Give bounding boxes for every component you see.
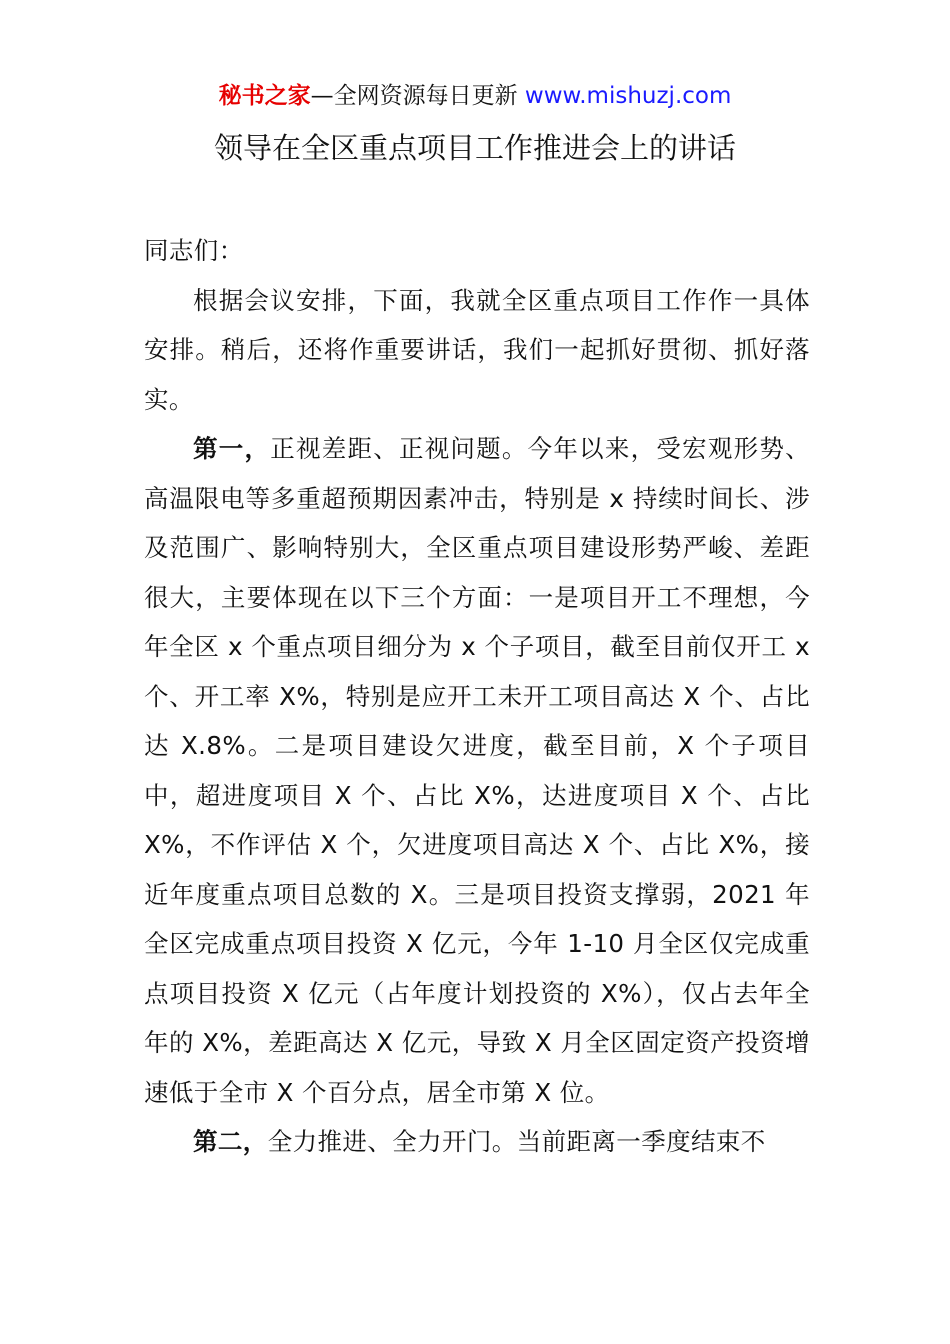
paragraph-text: 根据会议安排，下面，我就全区重点项目工作作一具体安排。稍后，还将作重要讲话，我们一起抓好贯彻、抓好落实。 — [144, 285, 810, 414]
site-header — [0, 80, 950, 112]
site-tagline: —全网资源每日更新 — [310, 83, 518, 109]
paragraph-text: 全力推进、全力开门。当前距离一季度结束不 — [267, 1127, 766, 1156]
site-url-link[interactable]: www.mishuzj.com — [524, 83, 732, 109]
document-body — [144, 226, 810, 1167]
paragraph-1 — [144, 276, 810, 425]
paragraph-text: 正视差距、正视问题。今年以来，受宏观形势、高温限电等多重超预期因素冲击，特别是 x 持续时间长、涉及范围广、影响特别大，全区重点项目建设形势严峻、差距很大，主要体现在以下三个方面：一是项目开工不理想，今年全区 x 个重点项目细分为 x 个子项目，截至目前仅开工 x 个、开工率 X%，特别是应开工未开工项目高达 X 个、占比达 X.8%。二是项目建设欠进度，截至目前，X 个子项目中，超进度项目 X 个、占比 X%，达进度项目 X 个、占比 X%，不作评估 X 个，欠进度项目高达 X 个、占比 X%，接近年度重点项目总数的 X。三是项目投资支撑弱，2021 年全区完成重点项目投资 X 亿元，今年 1-10 月全区仅完成重点项目投资 X 亿元（占年度计划投资的 X%），仅占去年全年的 X%，差距高达 X 亿元，导致 X 月全区固定资产投资增速低于全市 X 个百分点，居全市第 X 位。 — [144, 434, 810, 1107]
paragraph-lead: 第一， — [193, 434, 271, 463]
site-brand: 秘书之家 — [218, 83, 311, 109]
salutation: 同志们： — [144, 236, 244, 265]
paragraph-2 — [144, 424, 810, 1117]
paragraph-lead: 第二， — [193, 1127, 268, 1156]
paragraph-3 — [144, 1117, 810, 1167]
document-title: 领导在全区重点项目工作推进会上的讲话 — [213, 131, 736, 165]
